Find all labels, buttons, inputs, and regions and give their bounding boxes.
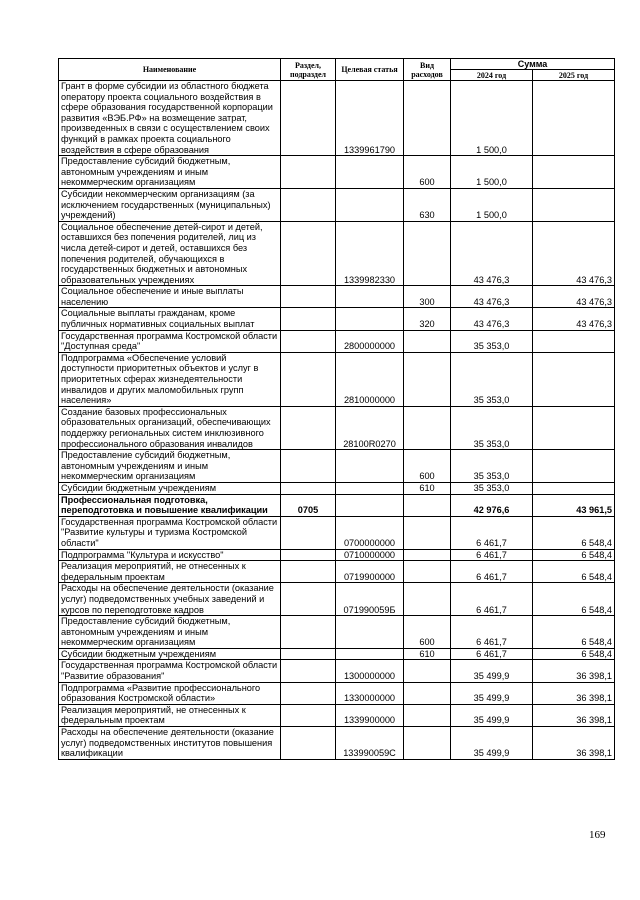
row-vid bbox=[404, 704, 451, 726]
row-vid bbox=[404, 727, 451, 760]
table-body bbox=[59, 81, 615, 760]
row-sum-2024: 43 476,3 bbox=[451, 221, 533, 286]
row-sum-2025: 6 548,4 bbox=[533, 516, 615, 549]
row-vid: 300 bbox=[404, 286, 451, 308]
row-sum-2025 bbox=[533, 406, 615, 449]
row-section bbox=[281, 727, 336, 760]
row-target: 071990059Б bbox=[336, 583, 404, 616]
row-sum-2024: 1 500,0 bbox=[451, 156, 533, 189]
row-section bbox=[281, 482, 336, 494]
row-sum-2024: 43 476,3 bbox=[451, 308, 533, 330]
row-target: 0700000000 bbox=[336, 516, 404, 549]
row-vid bbox=[404, 221, 451, 286]
row-vid: 600 bbox=[404, 450, 451, 483]
row-sum-2024: 6 461,7 bbox=[451, 616, 533, 649]
row-sum-2024: 35 499,9 bbox=[451, 727, 533, 760]
row-vid bbox=[404, 516, 451, 549]
row-name: Расходы на обеспечение деятельности (оказание услуг) подведомственных учебных заведений и курсов по переподготовке кадров bbox=[59, 583, 281, 616]
table-row bbox=[59, 616, 615, 649]
row-vid bbox=[404, 352, 451, 406]
row-vid bbox=[404, 660, 451, 682]
row-sum-2025 bbox=[533, 352, 615, 406]
header-name: Наименование bbox=[59, 59, 281, 81]
table-row bbox=[59, 648, 615, 660]
row-target bbox=[336, 188, 404, 221]
row-name: Социальные выплаты гражданам, кроме публичных нормативных социальных выплат bbox=[59, 308, 281, 330]
row-sum-2025: 6 548,4 bbox=[533, 616, 615, 649]
table-row bbox=[59, 81, 615, 156]
row-sum-2024: 6 461,7 bbox=[451, 516, 533, 549]
row-section bbox=[281, 583, 336, 616]
row-target: 1339900000 bbox=[336, 704, 404, 726]
row-sum-2025: 6 548,4 bbox=[533, 648, 615, 660]
row-sum-2024: 42 976,6 bbox=[451, 494, 533, 516]
row-name: Реализация мероприятий, не отнесенных к федеральным проектам bbox=[59, 561, 281, 583]
row-sum-2025: 36 398,1 bbox=[533, 660, 615, 682]
row-target: 1339961790 bbox=[336, 81, 404, 156]
row-vid bbox=[404, 549, 451, 561]
row-section bbox=[281, 221, 336, 286]
table-row bbox=[59, 583, 615, 616]
row-sum-2025 bbox=[533, 188, 615, 221]
row-sum-2024: 6 461,7 bbox=[451, 561, 533, 583]
table-row bbox=[59, 704, 615, 726]
table-row bbox=[59, 482, 615, 494]
row-name: Государственная программа Костромской области "Развитие образования" bbox=[59, 660, 281, 682]
row-vid: 610 bbox=[404, 648, 451, 660]
row-target: 2800000000 bbox=[336, 330, 404, 352]
table-row bbox=[59, 406, 615, 449]
row-sum-2025: 43 476,3 bbox=[533, 221, 615, 286]
budget-table bbox=[58, 58, 615, 760]
row-section bbox=[281, 156, 336, 189]
table-row bbox=[59, 188, 615, 221]
row-section bbox=[281, 616, 336, 649]
table-row bbox=[59, 494, 615, 516]
row-sum-2025: 36 398,1 bbox=[533, 727, 615, 760]
row-target bbox=[336, 450, 404, 483]
row-name: Субсидии бюджетным учреждениям bbox=[59, 482, 281, 494]
row-vid bbox=[404, 682, 451, 704]
table-row bbox=[59, 221, 615, 286]
row-sum-2025: 36 398,1 bbox=[533, 682, 615, 704]
row-target: 1330000000 bbox=[336, 682, 404, 704]
row-target: 2810000000 bbox=[336, 352, 404, 406]
row-name: Предоставление субсидий бюджетным, автономным учреждениям и иным некоммерческим организациям bbox=[59, 450, 281, 483]
row-name: Подпрограмма «Обеспечение условий доступности приоритетных объектов и услуг в приоритетных сферах жизнедеятельности инвалидов и других маломобильных групп населения» bbox=[59, 352, 281, 406]
row-vid bbox=[404, 561, 451, 583]
row-name: Грант в форме субсидии из областного бюджета оператору проекта социального воздействия в сфере образования государственной корпорации развития «ВЭБ.РФ» на возмещение затрат, произведенных в связи с осуществлением своих функций в рамках проекта социального воздействия в сфере образования bbox=[59, 81, 281, 156]
row-sum-2024: 35 353,0 bbox=[451, 352, 533, 406]
row-section bbox=[281, 308, 336, 330]
row-sum-2024: 35 499,9 bbox=[451, 660, 533, 682]
row-section bbox=[281, 330, 336, 352]
row-vid bbox=[404, 583, 451, 616]
table-row bbox=[59, 450, 615, 483]
header-vid: Вид расходов bbox=[404, 59, 451, 81]
row-vid: 600 bbox=[404, 616, 451, 649]
row-target bbox=[336, 286, 404, 308]
row-sum-2025 bbox=[533, 330, 615, 352]
row-name: Социальное обеспечение и иные выплаты населению bbox=[59, 286, 281, 308]
header-2025: 2025 год bbox=[533, 70, 615, 81]
row-section bbox=[281, 648, 336, 660]
row-name: Создание базовых профессиональных образовательных организаций, обеспечивающих поддержку региональных систем инклюзивного профессионального образования инвалидов bbox=[59, 406, 281, 449]
row-sum-2024: 35 499,9 bbox=[451, 682, 533, 704]
row-target: 0719900000 bbox=[336, 561, 404, 583]
row-target bbox=[336, 494, 404, 516]
row-sum-2024: 35 353,0 bbox=[451, 406, 533, 449]
row-section bbox=[281, 450, 336, 483]
row-sum-2025 bbox=[533, 482, 615, 494]
row-target bbox=[336, 308, 404, 330]
row-sum-2025 bbox=[533, 81, 615, 156]
row-sum-2025 bbox=[533, 450, 615, 483]
header-section: Раздел, подраздел bbox=[281, 59, 336, 81]
row-name: Предоставление субсидий бюджетным, автономным учреждениям и иным некоммерческим организациям bbox=[59, 156, 281, 189]
header-sum: Сумма bbox=[451, 59, 615, 70]
table-row bbox=[59, 660, 615, 682]
row-sum-2025: 6 548,4 bbox=[533, 549, 615, 561]
row-vid bbox=[404, 494, 451, 516]
row-sum-2025: 6 548,4 bbox=[533, 561, 615, 583]
header-2024: 2024 год bbox=[451, 70, 533, 81]
row-section bbox=[281, 549, 336, 561]
row-section bbox=[281, 561, 336, 583]
row-target: 1339982330 bbox=[336, 221, 404, 286]
row-name: Государственная программа Костромской области "Доступная среда" bbox=[59, 330, 281, 352]
row-name: Расходы на обеспечение деятельности (оказание услуг) подведомственных институтов повышения квалификации bbox=[59, 727, 281, 760]
row-sum-2024: 1 500,0 bbox=[451, 188, 533, 221]
table-row bbox=[59, 727, 615, 760]
table-row bbox=[59, 682, 615, 704]
row-section bbox=[281, 682, 336, 704]
row-sum-2024: 6 461,7 bbox=[451, 583, 533, 616]
row-name: Государственная программа Костромской области "Развитие культуры и туризма Костромской области" bbox=[59, 516, 281, 549]
row-sum-2025: 6 548,4 bbox=[533, 583, 615, 616]
row-vid: 610 bbox=[404, 482, 451, 494]
row-name: Подпрограмма "Культура и искусство" bbox=[59, 549, 281, 561]
table-row bbox=[59, 286, 615, 308]
row-sum-2024: 35 353,0 bbox=[451, 450, 533, 483]
row-vid: 630 bbox=[404, 188, 451, 221]
row-sum-2025: 43 476,3 bbox=[533, 308, 615, 330]
row-sum-2024: 35 499,9 bbox=[451, 704, 533, 726]
row-name: Профессиональная подготовка, переподготовка и повышение квалификации bbox=[59, 494, 281, 516]
row-sum-2025: 43 961,5 bbox=[533, 494, 615, 516]
row-target: 1300000000 bbox=[336, 660, 404, 682]
row-section bbox=[281, 516, 336, 549]
table-row bbox=[59, 561, 615, 583]
row-section bbox=[281, 286, 336, 308]
table-row bbox=[59, 330, 615, 352]
row-name: Субсидии некоммерческим организациям (за исключением государственных (муниципальных) учреждений) bbox=[59, 188, 281, 221]
row-target bbox=[336, 482, 404, 494]
row-name: Подпрограмма «Развитие профессионального образования Костромской области» bbox=[59, 682, 281, 704]
row-target: 0710000000 bbox=[336, 549, 404, 561]
row-sum-2024: 43 476,3 bbox=[451, 286, 533, 308]
row-sum-2025 bbox=[533, 156, 615, 189]
row-name: Предоставление субсидий бюджетным, автономным учреждениям и иным некоммерческим организациям bbox=[59, 616, 281, 649]
row-name: Субсидии бюджетным учреждениям bbox=[59, 648, 281, 660]
table-row bbox=[59, 549, 615, 561]
row-target bbox=[336, 616, 404, 649]
row-section bbox=[281, 704, 336, 726]
table-row bbox=[59, 308, 615, 330]
row-section: 0705 bbox=[281, 494, 336, 516]
row-name: Социальное обеспечение детей-сирот и детей, оставшихся без попечения родителей, лиц из числа детей-сирот и детей, оставшихся без попечения родителей, обучающихся в государственных бюджетных и автономных образовательных учреждениях bbox=[59, 221, 281, 286]
table-row bbox=[59, 516, 615, 549]
row-name: Реализация мероприятий, не отнесенных к федеральным проектам bbox=[59, 704, 281, 726]
row-section bbox=[281, 188, 336, 221]
row-vid bbox=[404, 406, 451, 449]
row-section bbox=[281, 352, 336, 406]
row-sum-2024: 6 461,7 bbox=[451, 549, 533, 561]
row-vid bbox=[404, 330, 451, 352]
header-target: Целевая статья bbox=[336, 59, 404, 81]
table-header bbox=[59, 59, 615, 81]
row-target: 133990059С bbox=[336, 727, 404, 760]
row-sum-2025: 43 476,3 bbox=[533, 286, 615, 308]
row-target bbox=[336, 156, 404, 189]
row-section bbox=[281, 660, 336, 682]
row-target: 28100R0270 bbox=[336, 406, 404, 449]
table-row bbox=[59, 156, 615, 189]
row-sum-2024: 35 353,0 bbox=[451, 330, 533, 352]
row-vid: 600 bbox=[404, 156, 451, 189]
page-number: 169 bbox=[589, 829, 606, 841]
row-sum-2024: 6 461,7 bbox=[451, 648, 533, 660]
row-section bbox=[281, 406, 336, 449]
row-sum-2024: 35 353,0 bbox=[451, 482, 533, 494]
row-vid: 320 bbox=[404, 308, 451, 330]
row-target bbox=[336, 648, 404, 660]
row-vid bbox=[404, 81, 451, 156]
row-sum-2025: 36 398,1 bbox=[533, 704, 615, 726]
row-sum-2024: 1 500,0 bbox=[451, 81, 533, 156]
table-row bbox=[59, 352, 615, 406]
row-section bbox=[281, 81, 336, 156]
